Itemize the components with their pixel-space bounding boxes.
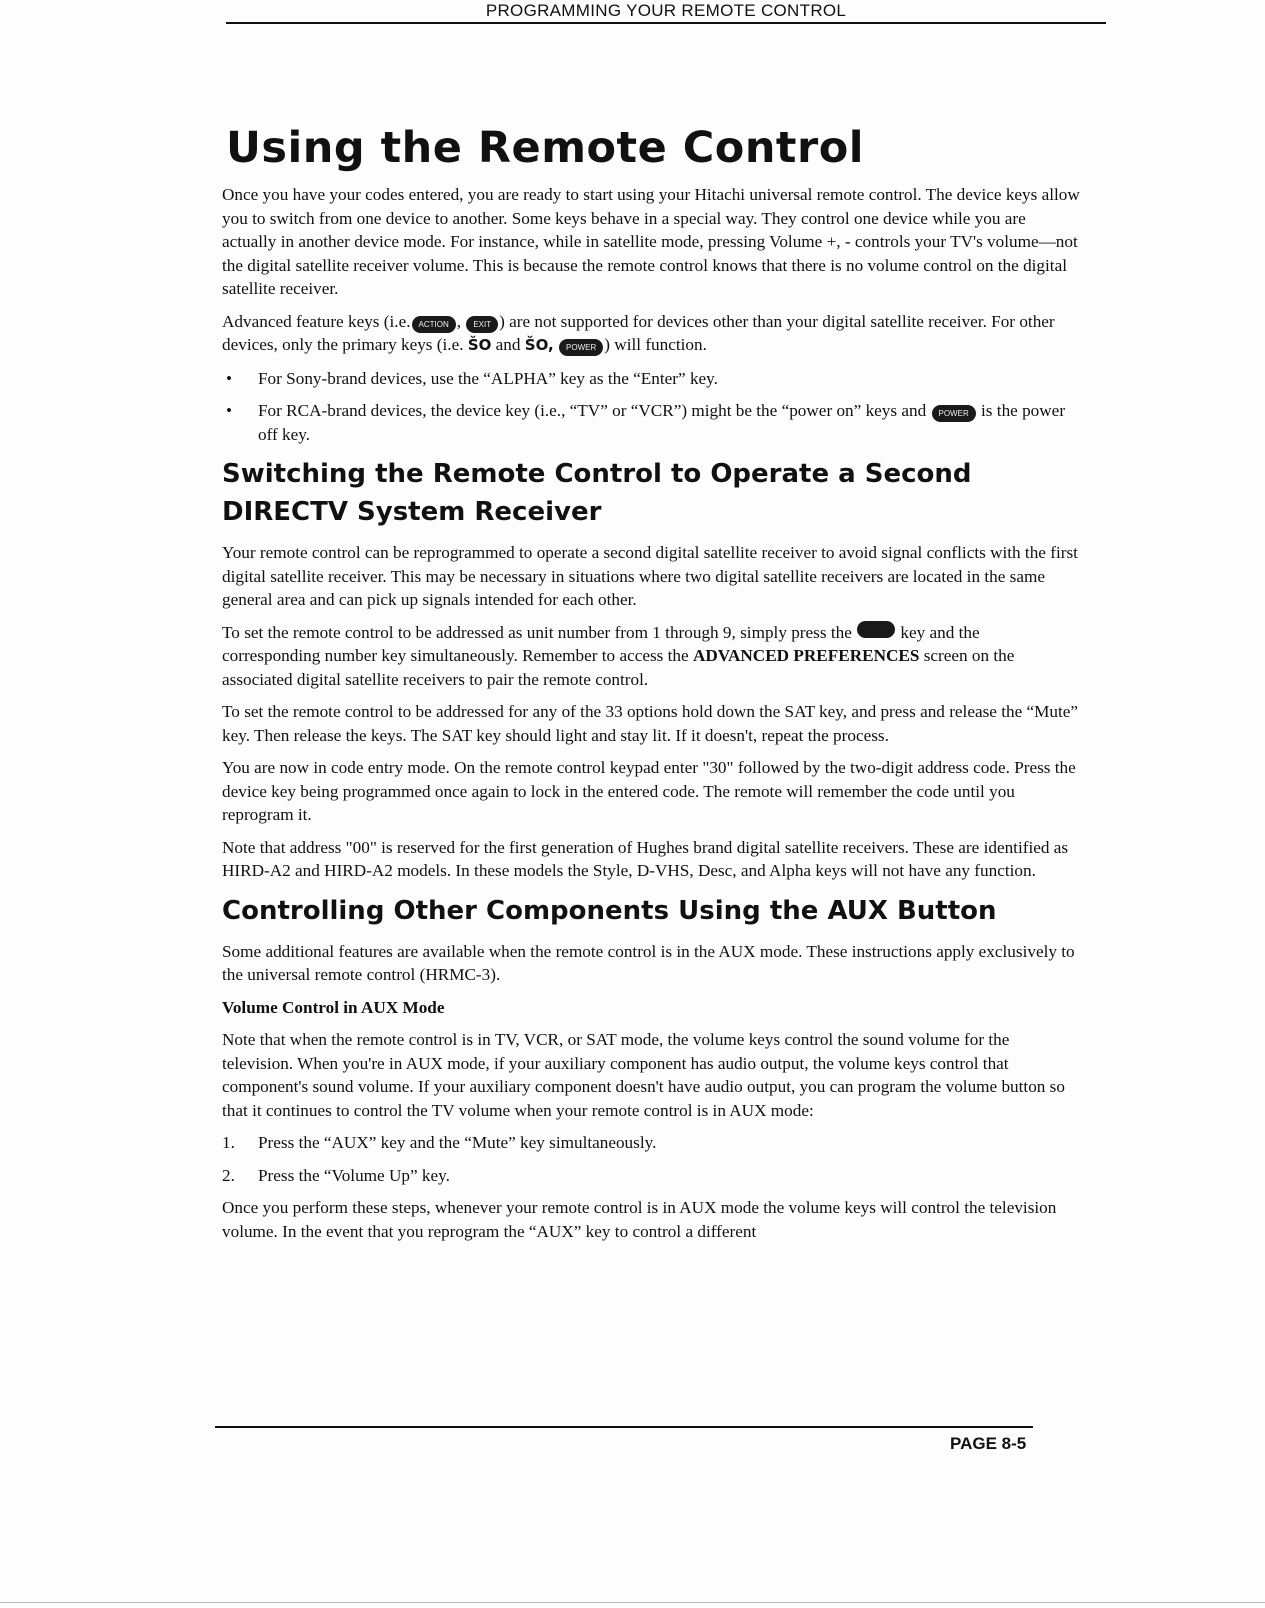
text-span: ) are not supported for devices other than your digital satellite receiver. For other devices, only the primary keys (i.e.: [222, 311, 1055, 354]
text-span: ,: [456, 311, 462, 331]
page-number: PAGE 8-5: [950, 1434, 1027, 1453]
step-item: [222, 1164, 1082, 1188]
page-title: Using the Remote Control: [226, 123, 864, 173]
exit-key-icon: EXIT: [466, 316, 498, 333]
action-key-icon: ACTION: [412, 316, 456, 333]
text-span: ) will function.: [604, 335, 707, 354]
text-span: For RCA-brand devices, the device key (i.e., “TV” or “VCR”) might be the “power on” keys and: [258, 401, 927, 420]
running-header: PROGRAMMING YOUR REMOTE CONTROL: [485, 1, 847, 20]
header-rule: [226, 22, 1106, 24]
step-item: [222, 1131, 1082, 1155]
text-span: Advanced feature keys (i.e.: [222, 311, 411, 331]
step-number: 1.: [222, 1133, 235, 1152]
subheading-volume-aux: Volume Control in AUX Mode: [222, 997, 445, 1017]
options-paragraph: To set the remote control to be addressed for any of the 33 options hold down the SAT key, and press and release the “Mute” key. Then release the keys. The SAT key should light and stay lit. If it doesn't, repeat the process.: [222, 702, 1079, 745]
reprogram-paragraph: Your remote control can be reprogrammed to operate a second digital satellite receiver to avoid signal conflicts with the first digital satellite receiver. This may be necessary in situations where two digital satellite receivers are located in the same general area and can pick up signals intended for each other.: [222, 543, 1078, 609]
step-number: 2.: [222, 1165, 235, 1185]
volume-key-symbol: ŠO,: [524, 336, 554, 354]
power-key-icon: POWER: [932, 405, 976, 422]
scan-edge: [0, 1602, 1265, 1603]
bullet-rca: [222, 399, 1082, 446]
channel-key-symbol: ŠO: [467, 336, 492, 354]
text-span: key and the corresponding number key simultaneously. Remember to access the: [222, 622, 980, 665]
advanced-keys-paragraph: [222, 310, 1082, 358]
step-text: Press the “AUX” key and the “Mute” key simultaneously.: [258, 1133, 657, 1152]
closing-paragraph: Once you perform these steps, whenever your remote control is in AUX mode the volume keys will control the television volume. In the event that you reprogram the “AUX” key to control a different: [222, 1198, 1057, 1241]
step-text: Press the “Volume Up” key.: [258, 1165, 450, 1185]
section-heading-second-receiver: Switching the Remote Control to Operate a Second DIRECTV System Receiver: [222, 459, 972, 527]
volume-paragraph: Note that when the remote control is in TV, VCR, or SAT mode, the volume keys control the sound volume for the television. When you're in AUX mode, if your auxiliary component has audio output, the volume keys control that component's sound volume. If your auxiliary component doesn't have audio output, you can program the volume button so that it continues to control the TV volume when your remote control is in AUX mode:: [222, 1030, 1065, 1120]
text-span: and: [495, 335, 521, 354]
footer-rule: [215, 1426, 1033, 1428]
address-paragraph: [222, 621, 1082, 692]
bold-text: ADVANCED PREFERENCES: [692, 646, 920, 665]
aux-intro-paragraph: Some additional features are available when the remote control is in the AUX mode. These instructions apply exclusively to the universal remote control (HRMC-3).: [222, 941, 1075, 984]
address-note-paragraph: Note that address "00" is reserved for the first generation of Hughes brand digital satellite receivers. These are identified as HIRD-A2 and HIRD-A2 models. In these models the Style, D-VHS, Desc, and Alpha keys will not have any function.: [222, 837, 1069, 880]
text-span: is the power off key.: [258, 401, 1066, 444]
page-body: [222, 183, 1082, 1252]
text-span: screen on the associated digital satellite receivers to pair the remote control.: [222, 646, 1015, 689]
address-key-icon: [857, 621, 895, 638]
bullet-sony: • For Sony-brand devices, use the “ALPHA” key as the “Enter” key.: [222, 367, 1082, 391]
intro-paragraph: Once you have your codes entered, you are ready to start using your Hitachi universal remote control. The device keys allow you to switch from one device to another. Some keys behave in a special way. They control one device while you are actually in another device mode. For instance, while in satellite mode, pressing Volume +, - controls your TV's volume—not the digital satellite receiver volume. This is because the remote control knows that there is no volume control on the digital satellite receiver.: [222, 185, 1080, 298]
power-key-icon: POWER: [559, 339, 603, 356]
code-entry-paragraph: You are now in code entry mode. On the remote control keypad enter "30" followed by the two-digit address code. Press the device key being programmed once again to lock in the entered code. The remote will remember the code until you reprogram it.: [222, 758, 1076, 824]
section-heading-aux: Controlling Other Components Using the AUX Button: [222, 895, 997, 926]
text-span: To set the remote control to be addressed as unit number from 1 through 9, simply press the: [222, 622, 852, 642]
